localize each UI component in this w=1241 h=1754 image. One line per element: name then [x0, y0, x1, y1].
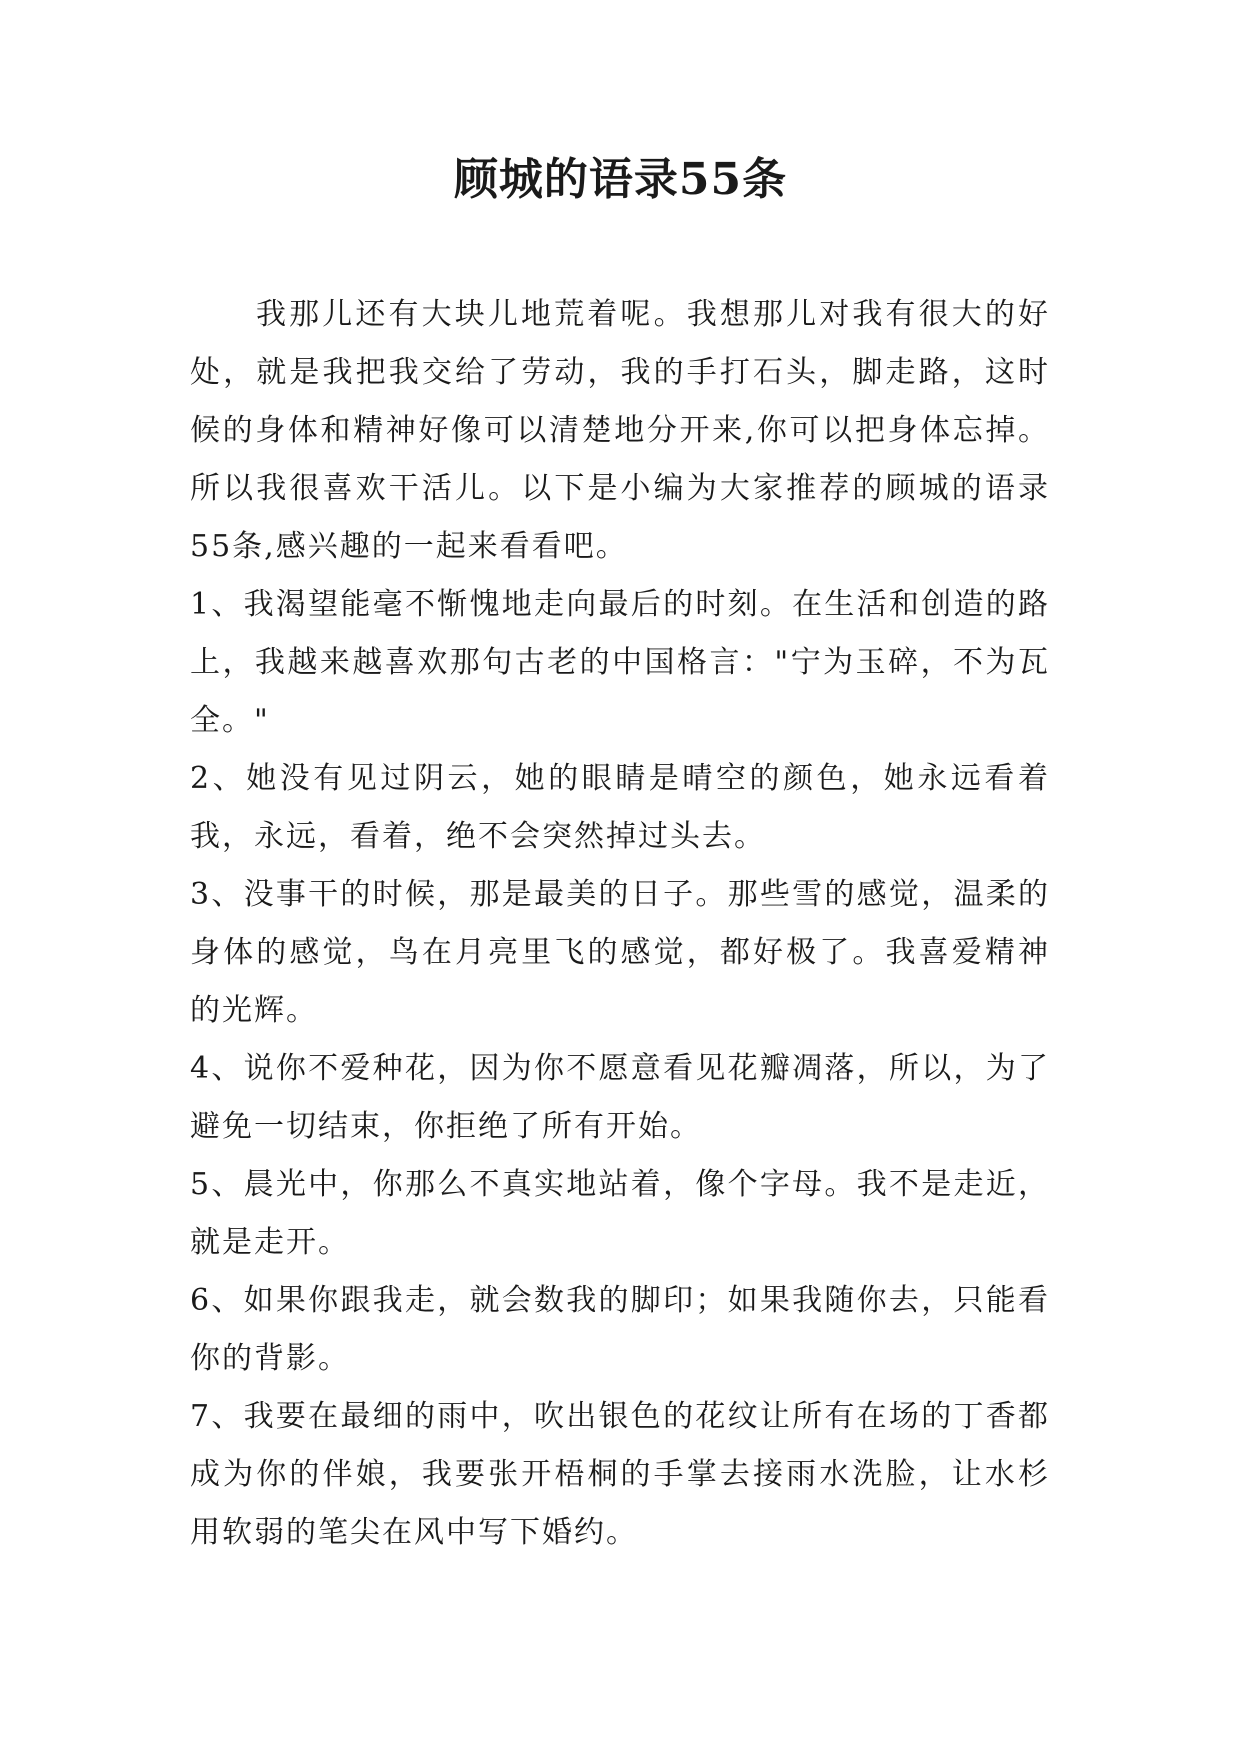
quote-item-3: 3、没事干的时候，那是最美的日子。那些雪的感觉，温柔的身体的感觉，鸟在月亮里飞的感觉，都好极了。我喜爱精神的光辉。 [190, 877, 1050, 1028]
intro-paragraph: 我那儿还有大块儿地荒着呢。我想那儿对我有很大的好处，就是我把我交给了劳动，我的手打石头，脚走路，这时候的身体和精神好像可以清楚地分开来,你可以把身体忘掉。所以我很喜欢干活儿。以下是小编为大家推荐的顾城的语录55条,感兴趣的一起来看看吧。 [190, 297, 1050, 564]
document-body [190, 286, 1050, 1562]
quote-item-5: 5、晨光中，你那么不真实地站着，像个字母。我不是走近，就是走开。 [190, 1167, 1050, 1260]
quote-item-6: 6、如果你跟我走，就会数我的脚印；如果我随你去，只能看你的背影。 [190, 1283, 1050, 1376]
page-title: 顾城的语录55条 [453, 154, 788, 205]
quote-item-1: 1、我渴望能毫不惭愧地走向最后的时刻。在生活和创造的路上，我越来越喜欢那句古老的中国格言："宁为玉碎，不为瓦全。" [190, 587, 1050, 738]
quote-item-4: 4、说你不爱种花，因为你不愿意看见花瓣凋落，所以，为了避免一切结束，你拒绝了所有开始。 [190, 1051, 1050, 1144]
quote-item-7: 7、我要在最细的雨中，吹出银色的花纹让所有在场的丁香都成为你的伴娘，我要张开梧桐的手掌去接雨水洗脸，让水杉用软弱的笔尖在风中写下婚约。 [190, 1399, 1050, 1550]
quote-item-2: 2、她没有见过阴云，她的眼睛是晴空的颜色，她永远看着我，永远，看着，绝不会突然掉过头去。 [190, 761, 1050, 854]
